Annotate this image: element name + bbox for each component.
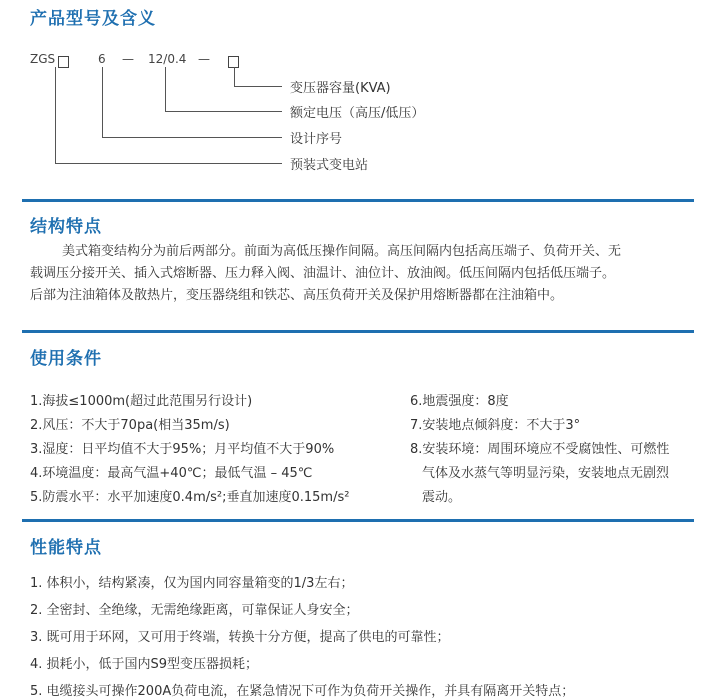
structure-line-1: 美式箱变结构分为前后两部分。前面为高低压操作间隔。高压间隔内包括高压端子、负荷开关、无 (62, 244, 622, 259)
structure-line-3: 后部为注油箱体及散热片，变压器绕组和铁芯、高压负荷开关及保护用熔断器都在注油箱中。 (30, 288, 564, 303)
label-substation: 预装式变电站 (290, 158, 369, 173)
condition-3: 3.湿度：日平均值不大于95%；月平均值不大于90% (30, 442, 335, 457)
divider-2 (22, 330, 694, 333)
condition-7: 7.安装地点倾斜度：不大于3° (410, 418, 581, 433)
code-number: 6 (98, 52, 106, 66)
performance-item-1: 1. 体积小，结构紧凑，仅为国内同容量箱变的1/3左右； (30, 576, 354, 591)
condition-5: 5.防震水平：水平加速度0.4m/s²;垂直加速度0.15m/s² (30, 490, 350, 505)
label-design-no: 设计序号 (290, 132, 343, 147)
section-title-model: 产品型号及含义 (30, 9, 156, 29)
condition-2: 2.风压：不大于70pa(相当35m/s) (30, 418, 230, 433)
performance-item-5: 5. 电缆接头可操作200A负荷电流，在紧急情况下可作为负荷开关操作，并具有隔离开关特点； (30, 684, 575, 699)
code-voltage: 12/0.4 (148, 52, 187, 66)
performance-item-4: 4. 损耗小，低于国内S9型变压器损耗； (30, 657, 259, 672)
label-capacity: 变压器容量(KVA) (290, 81, 391, 96)
condition-6: 6.地震强度：8度 (410, 394, 509, 409)
code-prefix: ZGS (30, 52, 56, 66)
section-title-conditions: 使用条件 (30, 349, 102, 369)
condition-1: 1.海拔≤1000m(超过此范围另行设计) (30, 394, 253, 409)
code-box-1 (58, 52, 69, 71)
condition-8-cont-1: 气体及水蒸气等明显污染，安装地点无剧烈 (422, 466, 670, 481)
divider-3 (22, 519, 694, 522)
structure-line-2: 载调压分接开关、插入式熔断器、压力释入阀、油温计、油位计、放油阀。低压间隔内包括低压端子。 (30, 266, 616, 281)
code-dash-2: — (198, 52, 210, 66)
condition-8-cont-2: 震动。 (422, 490, 462, 505)
performance-item-3: 3. 既可用于环网，又可用于终端，转换十分方便，提高了供电的可靠性； (30, 630, 450, 645)
condition-8: 8.安装环境：周围环境应不受腐蚀性、可燃性 (410, 442, 670, 457)
section-title-structure: 结构特点 (30, 217, 102, 237)
label-rated-voltage: 额定电压（高压/低压） (290, 106, 425, 121)
condition-4: 4.环境温度：最高气温+40℃；最低气温 – 45℃ (30, 466, 313, 481)
section-title-performance: 性能特点 (30, 538, 102, 558)
performance-item-2: 2. 全密封、全绝缘，无需绝缘距离，可靠保证人身安全； (30, 603, 359, 618)
code-dash-1: — (122, 52, 134, 66)
divider-1 (22, 199, 694, 202)
